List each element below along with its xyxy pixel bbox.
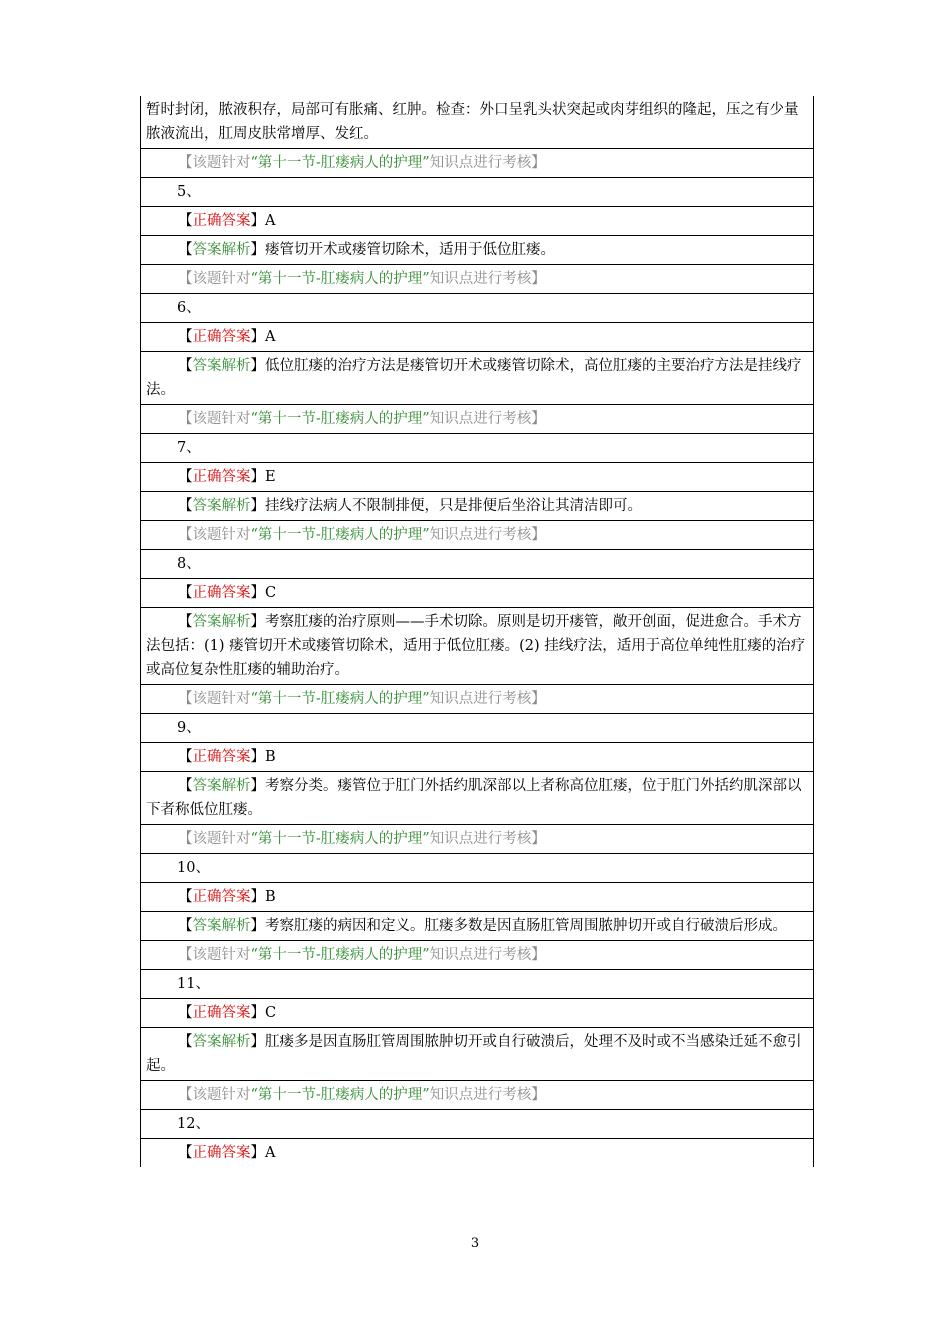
note-topic: “第十一节-肛瘘病人的护理”: [250, 947, 430, 963]
analysis-text: 瘘管切开术或瘘管切除术，适用于低位肛瘘。: [265, 242, 555, 258]
analysis-text: 考察分类。瘘管位于肛门外括约肌深部以上者称高位肛瘘，位于肛门外括约肌深部以下者称低位肛瘘。: [146, 778, 802, 818]
question-number: 12、: [141, 1110, 813, 1139]
correct-answer-label: 正确答案: [192, 329, 251, 345]
note-suffix: 知识点进行考核】: [429, 947, 546, 963]
bracket-close: 】: [250, 242, 265, 258]
analysis-row: [141, 492, 813, 521]
analysis-row: [141, 912, 813, 941]
question-number: 6、: [141, 294, 813, 323]
correct-answer-row: 【正确答案】A: [178, 1145, 276, 1161]
correct-answer-row: [141, 883, 813, 912]
question-list: [141, 178, 813, 1110]
bracket-open: 【: [178, 778, 193, 794]
analysis-text: 肛瘘多是因直肠肛管周围脓肿切开或自行破溃后，处理不及时或不当感染迁延不愈引起。: [146, 1034, 802, 1074]
answer-value: A: [265, 329, 276, 345]
topic-note: [141, 405, 813, 434]
question-number: 7、: [141, 434, 813, 463]
answer-value: C: [265, 1005, 277, 1021]
bracket-close: 】: [250, 889, 265, 905]
topic-note: 【该题针对“第十一节-肛瘘病人的护理”知识点进行考核】: [141, 149, 813, 178]
topic-note: [141, 685, 813, 714]
note-suffix: 知识点进行考核】: [429, 527, 546, 543]
note-topic: “第十一节-肛瘘病人的护理”: [250, 1087, 430, 1103]
topic-note: [141, 521, 813, 550]
analysis-label: 答案解析: [192, 358, 251, 374]
note-suffix: 知识点进行考核】: [429, 691, 546, 707]
answer-table: [140, 96, 814, 1167]
bracket-open: 【: [178, 918, 193, 934]
bracket-close: 】: [250, 749, 265, 765]
note-suffix: 知识点进行考核】: [429, 271, 546, 287]
correct-answer-label: 正确答案: [192, 213, 251, 229]
question-number: 8、: [141, 550, 813, 579]
topic-note: [141, 1081, 813, 1110]
answer-value: E: [265, 469, 276, 485]
correct-answer-label: 正确答案: [192, 1005, 251, 1021]
correct-answer-row: [141, 323, 813, 352]
topic-note: [141, 825, 813, 854]
note-prefix: 【该题针对: [178, 411, 251, 427]
correct-answer-row: [141, 999, 813, 1028]
answer-value: B: [265, 749, 276, 765]
continuation-text: 暂时封闭，脓液积存，局部可有胀痛、红肿。检查：外口呈乳头状突起或肉芽组织的隆起，压之有少量脓液流出，肛周皮肤常增厚、发红。: [141, 96, 813, 149]
bracket-open: 【: [178, 242, 193, 258]
analysis-text: 考察肛瘘的治疗原则——手术切除。原则是切开瘘管，敞开创面，促进愈合。手术方法包括：(1) 瘘管切开术或瘘管切除术，适用于低位肛瘘。(2) 挂线疗法，适用于高位单纯性肛瘘的治疗或高位复杂性肛瘘的辅助治疗。: [146, 614, 806, 678]
note-topic: “第十一节-肛瘘病人的护理”: [250, 691, 430, 707]
note-topic: “第十一节-肛瘘病人的护理”: [250, 271, 430, 287]
bracket-open: 【: [178, 469, 193, 485]
analysis-row: [141, 236, 813, 265]
note-prefix: 【该题针对: [178, 831, 251, 847]
correct-answer-row: [141, 579, 813, 608]
bracket-close: 】: [250, 498, 265, 514]
bracket-close: 】: [250, 329, 265, 345]
bracket-open: 【: [178, 1034, 193, 1050]
bracket-close: 】: [250, 358, 265, 374]
question-number: 5、: [141, 178, 813, 207]
note-suffix: 知识点进行考核】: [429, 831, 546, 847]
correct-answer-label: 正确答案: [192, 889, 251, 905]
bracket-close: 】: [250, 1034, 265, 1050]
topic-note: [141, 941, 813, 970]
analysis-row: [141, 772, 813, 825]
page-number: 3: [470, 1236, 480, 1251]
analysis-row: [141, 352, 813, 405]
bracket-open: 【: [178, 585, 193, 601]
bracket-open: 【: [178, 329, 193, 345]
bracket-close: 】: [250, 585, 265, 601]
note-prefix: 【该题针对: [178, 947, 251, 963]
answer-value: A: [265, 213, 276, 229]
note-topic: “第十一节-肛瘘病人的护理”: [250, 527, 430, 543]
answer-value: B: [265, 889, 276, 905]
bracket-close: 】: [250, 778, 265, 794]
bracket-open: 【: [178, 749, 193, 765]
question-number: 10、: [141, 854, 813, 883]
bracket-open: 【: [178, 889, 193, 905]
correct-answer-row: [141, 743, 813, 772]
note-suffix: 知识点进行考核】: [429, 1087, 546, 1103]
bracket-close: 】: [250, 213, 265, 229]
bracket-open: 【: [178, 1005, 193, 1021]
bracket-close: 】: [250, 918, 265, 934]
analysis-label: 答案解析: [192, 498, 251, 514]
note-suffix: 知识点进行考核】: [429, 411, 546, 427]
question-number: 11、: [141, 970, 813, 999]
analysis-label: 答案解析: [192, 1034, 251, 1050]
note-prefix: 【该题针对: [178, 271, 251, 287]
bracket-close: 】: [250, 1005, 265, 1021]
analysis-label: 答案解析: [192, 778, 251, 794]
bracket-close: 】: [250, 469, 265, 485]
correct-answer-label: 正确答案: [192, 585, 251, 601]
analysis-label: 答案解析: [192, 242, 251, 258]
correct-answer-label: 正确答案: [192, 749, 251, 765]
analysis-label: 答案解析: [192, 918, 251, 934]
analysis-label: 答案解析: [192, 614, 251, 630]
analysis-row: [141, 608, 813, 685]
bracket-open: 【: [178, 614, 193, 630]
correct-answer-label: 正确答案: [192, 469, 251, 485]
analysis-text: 挂线疗法病人不限制排便，只是排便后坐浴让其清洁即可。: [265, 498, 642, 514]
note-topic: “第十一节-肛瘘病人的护理”: [250, 411, 430, 427]
correct-answer-row: [141, 207, 813, 236]
note-prefix: 【该题针对: [178, 691, 251, 707]
analysis-text: 低位肛瘘的治疗方法是瘘管切开术或瘘管切除术，高位肛瘘的主要治疗方法是挂线疗法。: [146, 358, 802, 398]
bracket-close: 】: [250, 614, 265, 630]
note-topic: “第十一节-肛瘘病人的护理”: [250, 831, 430, 847]
analysis-text: 考察肛瘘的病因和定义。肛瘘多数是因直肠肛管周围脓肿切开或自行破溃后形成。: [265, 918, 787, 934]
correct-answer-row: [141, 463, 813, 492]
bracket-open: 【: [178, 213, 193, 229]
bracket-open: 【: [178, 358, 193, 374]
note-prefix: 【该题针对: [178, 527, 251, 543]
question-number: 9、: [141, 714, 813, 743]
analysis-row: [141, 1028, 813, 1081]
bracket-open: 【: [178, 498, 193, 514]
topic-note: [141, 265, 813, 294]
answer-value: C: [265, 585, 277, 601]
note-prefix: 【该题针对: [178, 1087, 251, 1103]
